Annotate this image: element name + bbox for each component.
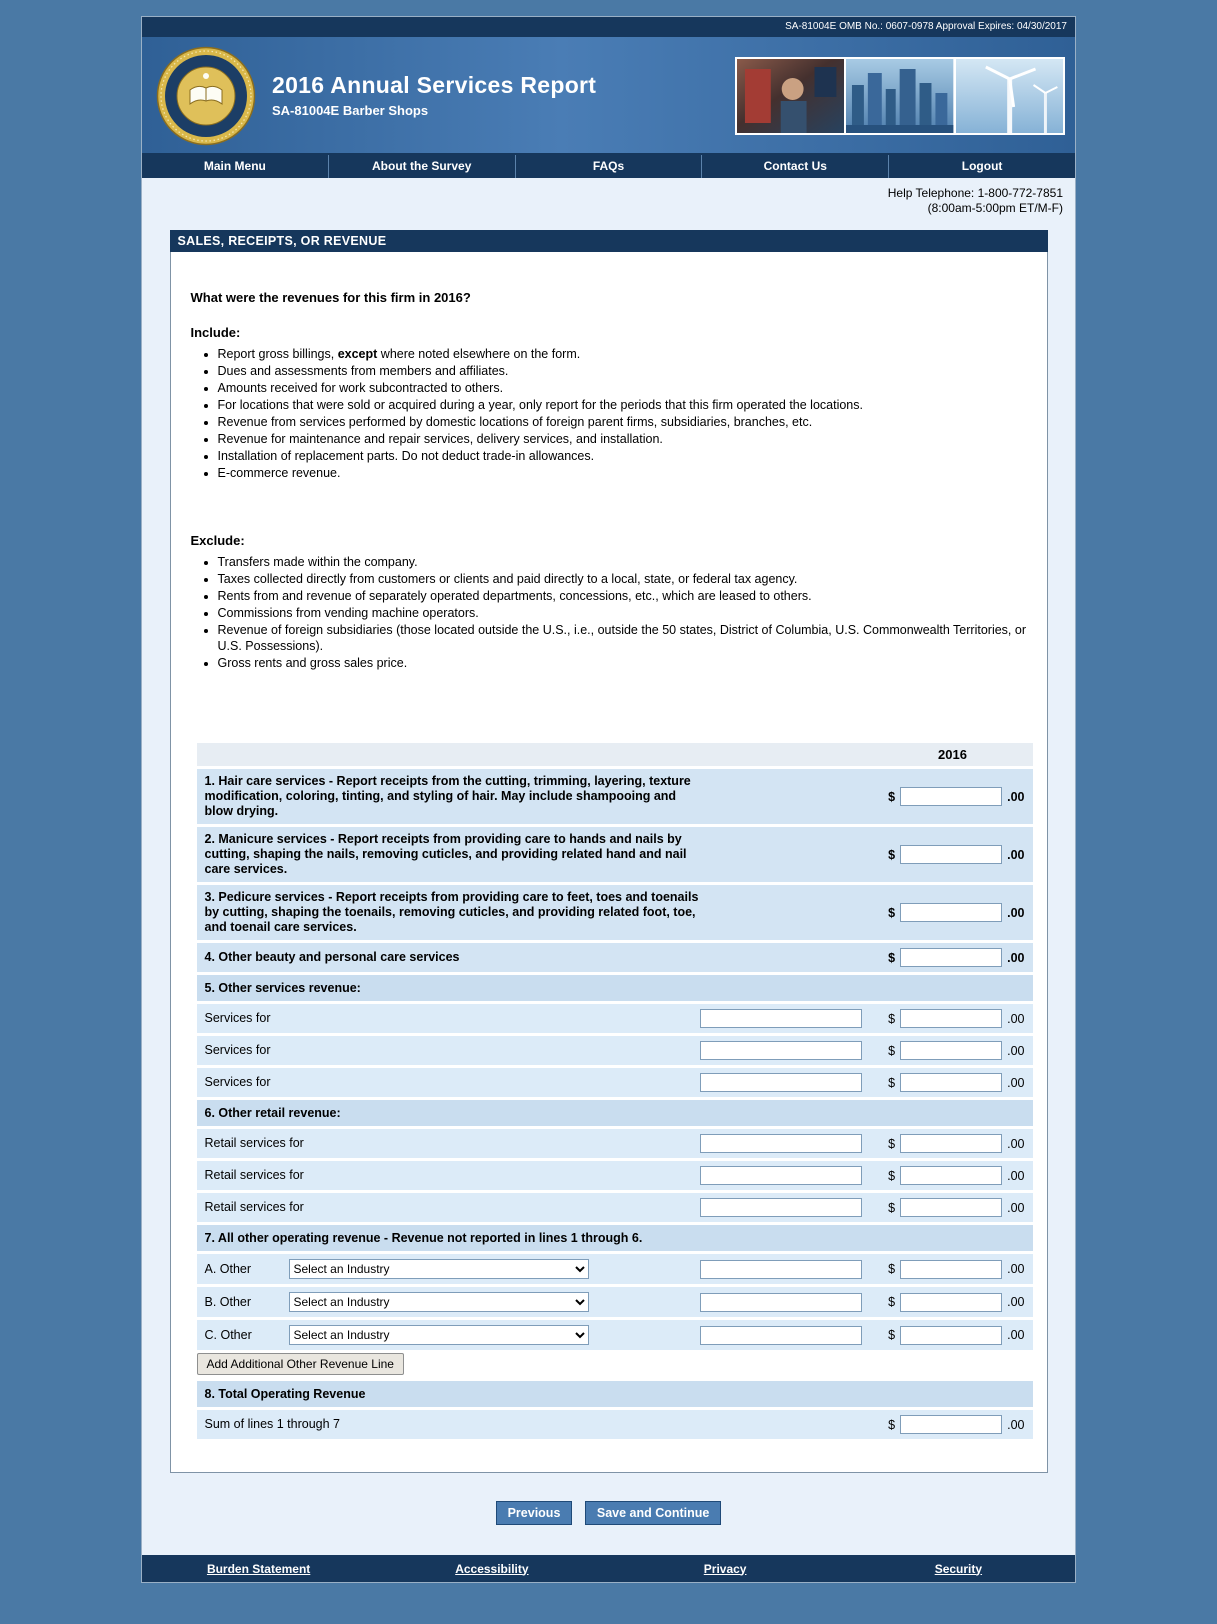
row-label: 3. Pedicure services - Report receipts from providing care to feet, toes and toenails by cutting, shaping the toenails, removing cuticles, and providing related foot, toe, and toenail care services. bbox=[204, 890, 699, 934]
previous-button[interactable]: Previous bbox=[496, 1501, 573, 1525]
other-a-amount-input[interactable] bbox=[900, 1260, 1002, 1279]
cents-label: .00 bbox=[1007, 1075, 1025, 1090]
money-group bbox=[888, 787, 1024, 806]
dollar-sign: $ bbox=[888, 1075, 896, 1090]
revenue-row-2-manicure bbox=[197, 827, 1033, 882]
other-a-description-input[interactable] bbox=[700, 1260, 862, 1279]
total-operating-revenue-row bbox=[197, 1410, 1033, 1439]
help-phone: Help Telephone: 1-800-772-7851 bbox=[887, 186, 1063, 200]
photo-barber-shop bbox=[737, 59, 844, 133]
row-label: C. Other bbox=[204, 1328, 252, 1342]
cents-label: .00 bbox=[1007, 847, 1025, 862]
cents-label: .00 bbox=[1007, 950, 1025, 965]
dollar-sign: $ bbox=[888, 1417, 896, 1432]
footer-burden-statement-link[interactable]: Burden Statement bbox=[206, 1561, 311, 1576]
dollar-sign: $ bbox=[888, 1295, 896, 1309]
page-container bbox=[141, 16, 1076, 1583]
dollar-sign: $ bbox=[888, 847, 896, 862]
exclude-item: • Revenue of foreign subsidiaries (those located outside the U.S., i.e., outside the 50 states, District of Columbia, U.S. Commonwealth Territories, or U.S. Possessions). bbox=[218, 622, 1033, 654]
row-label: 4. Other beauty and personal care services bbox=[204, 950, 460, 964]
photo-wind-turbines bbox=[956, 59, 1063, 133]
other-revenue-row-c bbox=[197, 1320, 1033, 1350]
dollar-sign: $ bbox=[888, 950, 896, 965]
services-for-1-amount-input[interactable] bbox=[900, 1009, 1002, 1028]
money-group bbox=[888, 1326, 1024, 1345]
row-label: 8. Total Operating Revenue bbox=[204, 1386, 366, 1401]
services-for-1-description-input[interactable] bbox=[700, 1009, 862, 1028]
retail-services-1-amount-input[interactable] bbox=[900, 1134, 1002, 1153]
cents-label: .00 bbox=[1007, 905, 1025, 920]
header-band bbox=[142, 37, 1075, 155]
row-label: B. Other bbox=[204, 1295, 252, 1309]
retail-services-1-description-input[interactable] bbox=[700, 1134, 862, 1153]
cents-label: .00 bbox=[1007, 1011, 1025, 1026]
nav-about-survey[interactable]: About the Survey bbox=[328, 155, 515, 178]
retail-services-2-amount-input[interactable] bbox=[900, 1166, 1002, 1185]
other-beauty-amount-input[interactable] bbox=[900, 948, 1002, 967]
include-list bbox=[218, 346, 1033, 481]
dollar-sign: $ bbox=[888, 1168, 896, 1183]
money-group bbox=[888, 1415, 1024, 1434]
retail-services-row-2 bbox=[197, 1161, 1033, 1190]
money-group bbox=[888, 1041, 1024, 1060]
dollar-sign: $ bbox=[888, 1136, 896, 1151]
revenue-row-1-hair-care bbox=[197, 769, 1033, 824]
dollar-sign: $ bbox=[888, 1200, 896, 1215]
exclude-item: • Gross rents and gross sales price. bbox=[218, 655, 1033, 671]
retail-services-2-description-input[interactable] bbox=[700, 1166, 862, 1185]
services-for-2-description-input[interactable] bbox=[700, 1041, 862, 1060]
money-group bbox=[888, 1073, 1024, 1092]
dollar-sign: $ bbox=[888, 905, 896, 920]
exclude-label: Exclude: bbox=[190, 533, 245, 548]
money-group bbox=[888, 845, 1024, 864]
revenue-table bbox=[197, 743, 1033, 1439]
include-item: • Revenue from services performed by domestic locations of foreign parent firms, subsidiaries, branches, etc. bbox=[218, 414, 1033, 430]
retail-services-row-1 bbox=[197, 1129, 1033, 1158]
cents-label: .00 bbox=[1007, 1043, 1025, 1058]
include-item: • E-commerce revenue. bbox=[218, 465, 1033, 481]
exclude-item: • Commissions from vending machine operators. bbox=[218, 605, 1033, 621]
other-revenue-row-b bbox=[197, 1287, 1033, 1317]
nav-faqs[interactable]: FAQs bbox=[515, 155, 702, 178]
services-for-row-2 bbox=[197, 1036, 1033, 1065]
dollar-sign: $ bbox=[888, 1262, 896, 1276]
pedicure-amount-input[interactable] bbox=[900, 903, 1002, 922]
row-label: A. Other bbox=[204, 1262, 252, 1276]
dollar-sign: $ bbox=[888, 1043, 896, 1058]
section-title: SALES, RECEIPTS, OR REVENUE bbox=[170, 230, 1048, 252]
other-b-amount-input[interactable] bbox=[900, 1293, 1002, 1312]
include-item: • Report gross billings, except where noted elsewhere on the form. bbox=[218, 346, 1033, 362]
hair-care-amount-input[interactable] bbox=[900, 787, 1002, 806]
row-label: Services for bbox=[204, 1011, 271, 1025]
row-label: Retail services for bbox=[204, 1136, 304, 1150]
section-sales-receipts bbox=[170, 230, 1048, 1473]
cents-label: .00 bbox=[1007, 789, 1025, 804]
content-area bbox=[142, 178, 1075, 1555]
manicure-amount-input[interactable] bbox=[900, 845, 1002, 864]
footer-privacy-link[interactable]: Privacy bbox=[703, 1561, 747, 1576]
dollar-sign: $ bbox=[888, 1328, 896, 1342]
row-label: Services for bbox=[204, 1075, 271, 1089]
row-label: Retail services for bbox=[204, 1168, 304, 1182]
help-hours: (8:00am-5:00pm ET/M-F) bbox=[927, 201, 1063, 215]
other-c-amount-input[interactable] bbox=[900, 1326, 1002, 1345]
services-for-3-amount-input[interactable] bbox=[900, 1073, 1002, 1092]
dollar-sign: $ bbox=[888, 789, 896, 804]
nav-main-menu[interactable]: Main Menu bbox=[203, 159, 266, 173]
form-actions bbox=[142, 1501, 1075, 1525]
money-group bbox=[888, 903, 1024, 922]
exclude-item: • Transfers made within the company. bbox=[218, 554, 1033, 570]
row-label: Sum of lines 1 through 7 bbox=[204, 1417, 340, 1431]
cents-label: .00 bbox=[1007, 1168, 1025, 1183]
money-group bbox=[888, 1134, 1024, 1153]
other-c-description-input[interactable] bbox=[700, 1326, 862, 1345]
other-b-industry-select[interactable] bbox=[289, 1292, 589, 1312]
include-item: • For locations that were sold or acquired during a year, only report for the periods that this firm operated the locations. bbox=[218, 397, 1033, 413]
question-text: What were the revenues for this firm in 2016? bbox=[190, 290, 471, 305]
row-label: 5. Other services revenue: bbox=[204, 980, 361, 995]
revenue-row-6-header bbox=[197, 1100, 1033, 1126]
exclude-item: • Taxes collected directly from customers or clients and paid directly to a local, state, or federal tax agency. bbox=[218, 571, 1033, 587]
year-header: 2016 bbox=[938, 747, 967, 762]
cents-label: .00 bbox=[1007, 1200, 1025, 1215]
services-for-3-description-input[interactable] bbox=[700, 1073, 862, 1092]
cents-label: .00 bbox=[1007, 1328, 1025, 1342]
cents-label: .00 bbox=[1007, 1295, 1025, 1309]
revenue-row-5-header bbox=[197, 975, 1033, 1001]
other-b-description-input[interactable] bbox=[700, 1293, 862, 1312]
other-a-industry-select[interactable] bbox=[289, 1259, 589, 1279]
include-item: • Dues and assessments from members and affiliates. bbox=[218, 363, 1033, 379]
exclude-list bbox=[218, 554, 1033, 671]
other-revenue-row-a bbox=[197, 1254, 1033, 1284]
revenue-row-7-header bbox=[197, 1225, 1033, 1251]
row-label: 1. Hair care services - Report receipts from the cutting, trimming, layering, texture modification, coloring, tinting, and styling of hair. May include shampooing and blow drying. bbox=[204, 774, 691, 818]
header-photo-collage bbox=[735, 57, 1065, 135]
table-year-header-row bbox=[197, 743, 1033, 766]
money-group bbox=[888, 1009, 1024, 1028]
nav-logout[interactable]: Logout bbox=[888, 155, 1075, 178]
report-title: 2016 Annual Services Report bbox=[272, 72, 597, 98]
money-group bbox=[888, 1293, 1024, 1312]
row-label: Retail services for bbox=[204, 1200, 304, 1214]
row-label: Services for bbox=[204, 1043, 271, 1057]
exclude-item: • Rents from and revenue of separately operated departments, concessions, etc., which are leased to others. bbox=[218, 588, 1033, 604]
money-group bbox=[888, 948, 1024, 967]
retail-services-3-amount-input[interactable] bbox=[900, 1198, 1002, 1217]
add-other-revenue-line-button[interactable]: Add Additional Other Revenue Line bbox=[197, 1353, 404, 1375]
services-for-row-1 bbox=[197, 1004, 1033, 1033]
retail-services-3-description-input[interactable] bbox=[700, 1198, 862, 1217]
help-telephone-block bbox=[142, 178, 1075, 216]
services-for-2-amount-input[interactable] bbox=[900, 1041, 1002, 1060]
services-for-row-3 bbox=[197, 1068, 1033, 1097]
omb-strip bbox=[142, 17, 1075, 37]
header-title-block bbox=[272, 72, 596, 118]
cents-label: .00 bbox=[1007, 1417, 1025, 1432]
omb-text: SA-81004E OMB No.: 0607-0978 Approval Expires: 04/30/2017 bbox=[785, 21, 1067, 32]
row-label: 6. Other retail revenue: bbox=[204, 1105, 341, 1120]
include-item: • Amounts received for work subcontracted to others. bbox=[218, 380, 1033, 396]
row-label: 2. Manicure services - Report receipts from providing care to hands and nails by cutting, shaping the nails, removing cuticles, and providing related hand and nail care services. bbox=[204, 832, 687, 876]
photo-city-skyline bbox=[846, 59, 953, 133]
include-label: Include: bbox=[190, 325, 241, 340]
footer-bar bbox=[142, 1555, 1075, 1582]
revenue-row-3-pedicure bbox=[197, 885, 1033, 940]
include-item: • Installation of replacement parts. Do not deduct trade-in allowances. bbox=[218, 448, 1033, 464]
total-revenue-amount-input[interactable] bbox=[900, 1415, 1002, 1434]
main-nav bbox=[142, 155, 1075, 178]
cents-label: .00 bbox=[1007, 1262, 1025, 1276]
money-group bbox=[888, 1260, 1024, 1279]
census-seal-logo bbox=[156, 46, 256, 146]
revenue-row-8-header bbox=[197, 1381, 1033, 1407]
retail-services-row-3 bbox=[197, 1193, 1033, 1222]
dollar-sign: $ bbox=[888, 1011, 896, 1026]
save-and-continue-button[interactable]: Save and Continue bbox=[585, 1501, 722, 1525]
money-group bbox=[888, 1166, 1024, 1185]
footer-security-link[interactable]: Security bbox=[934, 1561, 983, 1576]
other-c-industry-select[interactable] bbox=[289, 1325, 589, 1345]
footer-accessibility-link[interactable]: Accessibility bbox=[455, 1561, 529, 1576]
revenue-row-4-other-beauty bbox=[197, 943, 1033, 972]
section-panel bbox=[170, 252, 1048, 1473]
row-label: 7. All other operating revenue - Revenue not reported in lines 1 through 6. bbox=[204, 1230, 643, 1245]
report-subtitle: SA-81004E Barber Shops bbox=[272, 103, 429, 118]
cents-label: .00 bbox=[1007, 1136, 1025, 1151]
nav-contact-us[interactable]: Contact Us bbox=[701, 155, 888, 178]
money-group bbox=[888, 1198, 1024, 1217]
include-item: • Revenue for maintenance and repair services, delivery services, and installation. bbox=[218, 431, 1033, 447]
